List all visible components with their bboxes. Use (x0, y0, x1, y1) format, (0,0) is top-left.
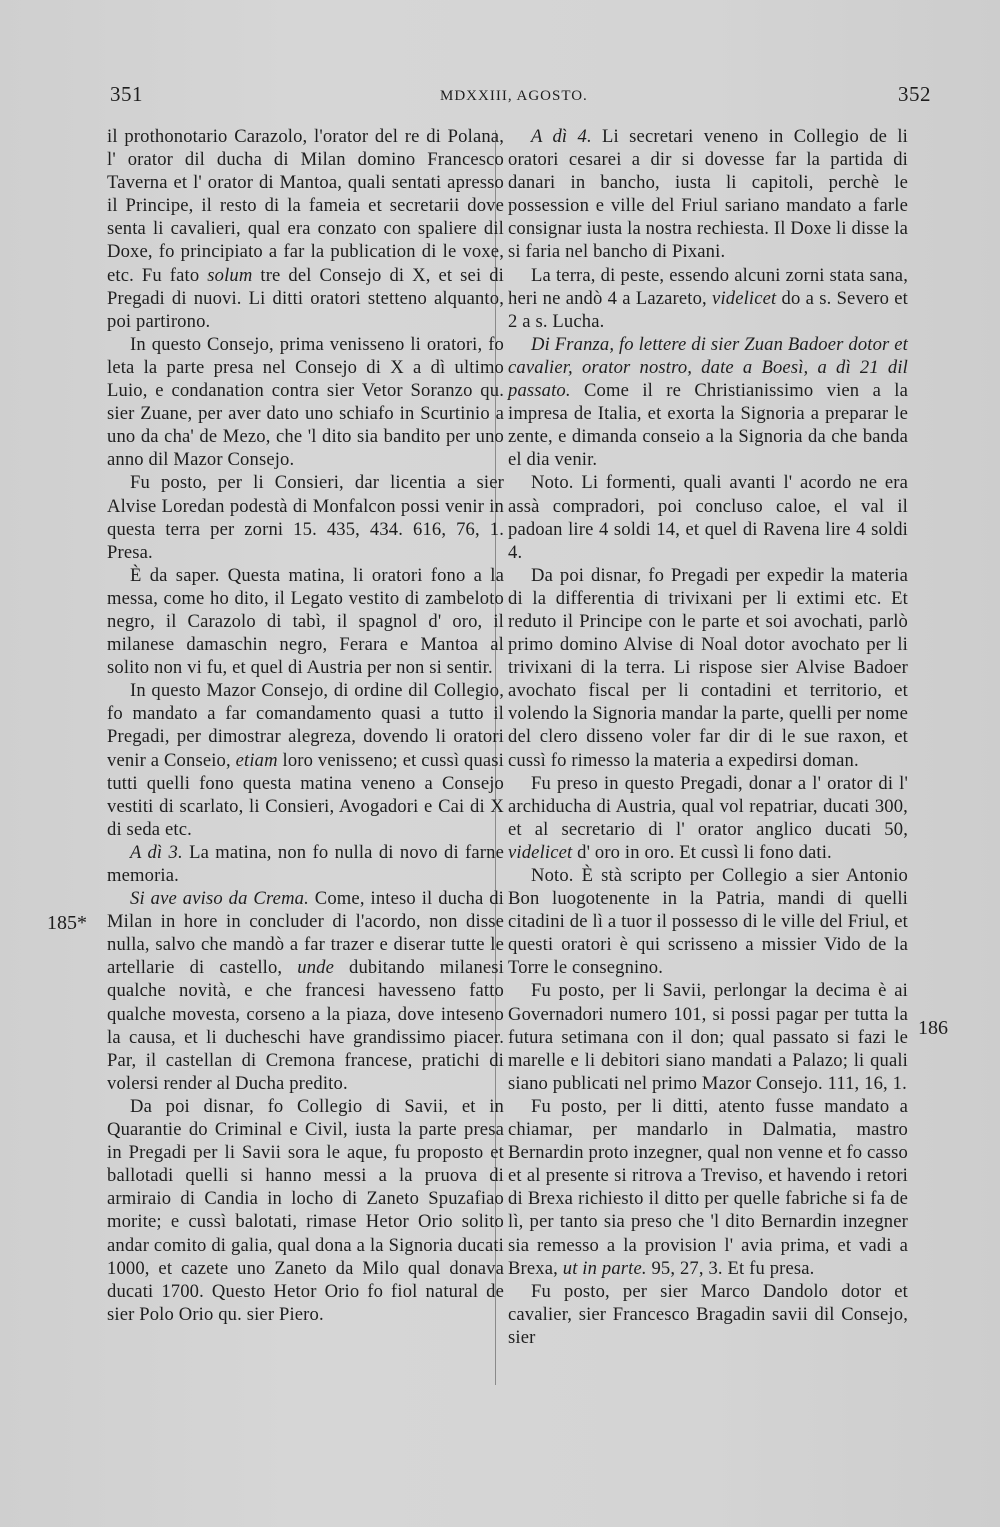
left-column-paragraph (107, 841, 504, 887)
right-column-paragraph (508, 864, 908, 979)
left-column-paragraph (107, 125, 504, 333)
text-run: Come, inteso il ducha di Milan in hore in concluder di l'acordo, non disse nulla, salvo che mandò a far trazer e diserar tutte le artellarie di castello, (107, 888, 504, 979)
right-page-number: 352 (898, 82, 931, 106)
margin-folio-left: 185* (47, 912, 87, 934)
text-run: È da saper. Questa matina, li oratori fono a la messa, come ho dito, il Legato vestito di zambeloto negro, il Carazolo di tabì, il spagnol d' oro, il milanese damaschin negro, Ferara e Mantoa al solito non vi fu, et quel di Austria per non si sentir. (107, 564, 504, 679)
text-run: 95, 27, 3. Et fu presa. (646, 1257, 815, 1279)
text-run: Noto. È stà scripto per Collegio a sier Antonio Bon luogotenente in la Patria, mandi di quelli citadini de lì a tuor il possesso di le ville del Friul, et questi oratori è qui scrisseno a missier Vido de la Torre le consegnino. (508, 865, 908, 979)
italic-text: solum (207, 264, 253, 286)
text-run: tre del Consejo di X, et sei di Pregadi di nuovi. Li ditti oratori stetteno alquanto, poi partirono. (107, 264, 504, 332)
text-run: Da poi disnar, fo Pregadi per expedir la materia di la differentia di trivixani per li extimi etc. Et reduto il Principe con le parte et soi avochati, parlò primo domino Alvise di Noal dotor avochato per li trivixani di la terra. Li rispose sier Alvise Badoer avochato fiscal per li contadini et territorio, et volendo la Signoria mandar la parte, quelli per nome del clero disseno voler far dir di le sue raxon, et cussì fo rimesso la materia a expedirsi doman. (508, 564, 908, 771)
left-column-paragraph (107, 471, 504, 563)
margin-folio-right: 186 (918, 1017, 948, 1039)
right-column-paragraph (508, 471, 908, 563)
right-column-paragraph (508, 333, 908, 472)
text-run: La matina, non fo nulla di novo di farne memoria. (107, 841, 504, 886)
italic-text: ut in parte. (562, 1257, 647, 1279)
text-run: La terra, di peste, essendo alcuni zorni stata sana, heri ne andò 4 a Lazareto, (508, 264, 908, 309)
italic-text: etiam (235, 749, 278, 771)
text-run: do a s. Severo et 2 a s. Lucha. (508, 287, 908, 332)
italic-text: videlicet (508, 841, 573, 863)
text-run: Fu posto, per li Consieri, dar licentia a sier Alvise Loredan podestà di Monfalcon possi venir in questa terra per zorni 15. 435, 434. 616, 76, 1. Presa. (107, 472, 504, 563)
text-run: Come il re Christianissimo vien a la impresa de Italia, et exorta la Signoria a preparar le zente, e dimanda conseio a la Signoria da che banda el dia venir. (508, 380, 908, 471)
text-run: Fu posto, per li ditti, atento fusse mandato a chiamar, per mandarlo in Dalmatia, mastro Bernardin proto inzegner, qual non venne et fo casso et al presente si ritrova a Treviso, et havendo i retori di Brexa richiesto il ditto per quelle fabriche si fa de lì, per tanto sia preso che 'l dito Bernardin inzegner sia remesso a la provision l' avia prima, et vadi a Brexa, (508, 1095, 908, 1279)
italic-text: videlicet (712, 287, 777, 309)
right-column-paragraph (508, 772, 908, 864)
left-column-paragraph (107, 679, 504, 841)
left-column-paragraph (107, 887, 504, 1095)
italic-text: A dì 3. (130, 841, 183, 863)
text-run: Fu preso in questo Pregadi, donar a l' orator di l' archiducha di Austria, qual vol repatriar, ducati 300, et al secretario di l' orator anglico ducati 50, (508, 772, 908, 840)
text-run: Da poi disnar, fo Collegio di Savii, et in Quarantie do Criminal e Civil, iusta la parte presa in Pregadi per li Savii sora le aque, fu proposto et ballotadi quelli si hanno messi a la pruova di armiraio di Candia in locho di Zaneto Spuzafiao morite; e cussì balotati, rimase Hetor Orio solito andar comito di galia, qual dona a la Signoria ducati 1000, et cazete uno Zaneto da Milo qual donava ducati 1700. Questo Hetor Orio fo fiol natural de sier Polo Orio qu. sier Piero. (107, 1095, 504, 1325)
text-run: Fu posto, per sier Marco Dandolo dotor et cavalier, sier Francesco Bragadin savii dil Consejo, sier (508, 1280, 908, 1348)
right-column-paragraph (508, 564, 908, 772)
running-head: MDXXIII, AGOSTO. (440, 88, 588, 104)
text-run: Noto. Li formenti, quali avanti l' acordo ne era assà compradori, poi concluso caloe, el val il padoan lire 4 soldi 14, et quel di Ravena lire 4 soldi 4. (508, 472, 908, 563)
text-run: Li secretari veneno in Collegio de li oratori cesarei a dir si dovesse far la partida di danari in bancho, iusta li capitoli, perchè le possession e ville del Friul sariano mandato a farle consignar iusta la nostra rechiesta. Il Doxe li disse la si faria nel bancho di Pixani. (508, 126, 908, 263)
text-run: In questo Mazor Consejo, di ordine dil Collegio, fo mandato a far comandamento quasi a tutto il Pregadi, per dimostrar alegreza, dovendo li oratori venir a Conseio, (107, 680, 504, 771)
italic-text: Si ave aviso da Crema. (130, 888, 309, 910)
text-run: In questo Consejo, prima venisseno li oratori, fo leta la parte presa nel Consejo di X a dì ultimo Luio, e condanation contra sier Vetor Soranzo qu. sier Zuane, per aver dato uno schiafo in Scurtinio a uno da cha' de Mezo, che 'l dito sia bandito per uno anno dil Mazor Consejo. (107, 333, 504, 471)
italic-text: unde (297, 957, 334, 979)
left-text-column (107, 125, 504, 1326)
left-page-number: 351 (110, 82, 143, 106)
right-column-paragraph (508, 979, 908, 1094)
left-column-paragraph (107, 564, 504, 679)
right-text-column (508, 125, 908, 1349)
text-run: loro venisseno; et cussì quasi tutti quelli fono questa matina veneno a Consejo vestiti di scarlato, li Consieri, Avogadori e Cai di X di seda etc. (107, 749, 504, 840)
text-run: dubitando milanesi qualche novità, e che francesi havesseno fatto qualche movesta, corseno a la piaza, dove inteseno la causa, et li ducheschi have grandissimo piacer. Par, il castellan di Cremona francese, pratichi di volersi render al Ducha predito. (107, 957, 504, 1094)
italic-text: Di Franza, fo lettere di sier Zuan Badoer dotor et cavalier, orator nostro, date a Boesì, a dì 21 dil passato. (508, 333, 908, 402)
text-run: d' oro in oro. Et cussì li fono dati. (572, 841, 832, 863)
text-run: Fu posto, per li Savii, perlongar la decima è ai Governadori numero 101, si possi pagar per tutta la futura setimana con il don; qual passato si fazi le marelle e li debitori siano mandati a Palazo; li quali siano publicati nel primo Mazor Consejo. 111, 16, 1. (508, 980, 908, 1094)
text-run: il prothonotario Carazolo, l'orator del re di Polana, l' orator dil ducha di Milan domino Francesco Taverna et l' orator di Mantoa, quali sentati apresso il Principe, il resto di la fameia et secretarii dove senta li cavalieri, qual era conzato con spaliere dil Doxe, fo principiato a far la publication di le voxe, etc. Fu fato (107, 126, 504, 286)
right-column-paragraph (508, 1280, 908, 1349)
right-column-paragraph (508, 125, 908, 264)
left-column-paragraph (107, 333, 504, 472)
right-column-paragraph (508, 1095, 908, 1280)
left-column-paragraph (107, 1095, 504, 1326)
italic-text: A dì 4. (531, 126, 592, 147)
right-column-paragraph (508, 264, 908, 333)
